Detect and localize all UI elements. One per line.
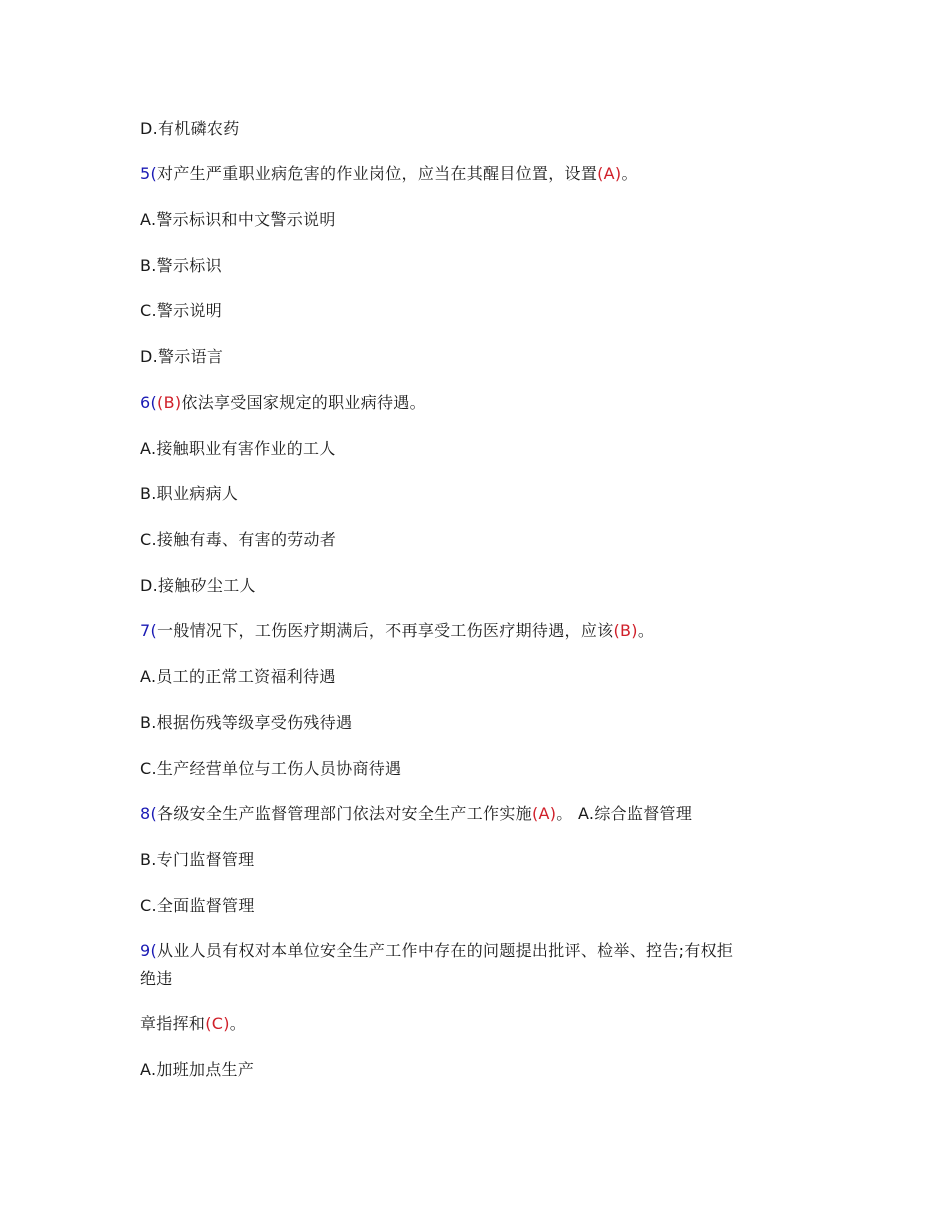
question-text: 对产生严重职业病危害的作业岗位，应当在其醒目位置，设置 xyxy=(157,164,598,183)
answer-mark: (C) xyxy=(205,1014,230,1033)
question-tail: 依法享受国家规定的职业病待遇。 xyxy=(181,393,426,412)
option-line: B.警示标识 xyxy=(140,256,222,275)
option-line: B.根据伤残等级享受伤残待遇 xyxy=(140,713,353,732)
question-tail: 。 xyxy=(637,621,655,640)
option-line: A.接触职业有害作业的工人 xyxy=(140,439,336,458)
answer-mark: (A) xyxy=(531,804,557,823)
question-number: 5( xyxy=(140,164,158,183)
question-7 xyxy=(140,617,820,645)
question-9-continued xyxy=(140,1010,820,1038)
question-number: 8( xyxy=(140,804,158,823)
option-line: B.专门监督管理 xyxy=(140,850,255,869)
question-tail: 。 A.综合监督管理 xyxy=(556,804,693,823)
question-text: 各级安全生产监督管理部门依法对安全生产工作实施 xyxy=(157,804,532,823)
answer-mark: (B) xyxy=(613,621,638,640)
option-line: B.职业病病人 xyxy=(140,484,239,503)
question-5 xyxy=(140,160,820,188)
question-6 xyxy=(140,389,820,417)
option-line: A.员工的正常工资福利待遇 xyxy=(140,667,336,686)
question-text: 一般情况下，工伤医疗期满后，不再享受工伤医疗期待遇，应该 xyxy=(157,621,614,640)
answer-mark: (A) xyxy=(597,164,622,183)
question-text: 从业人员有权对本单位安全生产工作中存在的问题提出批评、检举、控告;有权拒 xyxy=(157,941,734,960)
question-number: 7( xyxy=(140,621,158,640)
wrapped-line: 绝违 xyxy=(140,969,173,988)
question-9 xyxy=(140,937,820,965)
option-line: C.警示说明 xyxy=(140,301,223,320)
question-text: 章指挥和 xyxy=(140,1014,206,1033)
option-line: A.加班加点生产 xyxy=(140,1060,255,1079)
question-number: 9( xyxy=(140,941,158,960)
option-line: D.接触矽尘工人 xyxy=(140,576,256,595)
option-line: C.生产经营单位与工伤人员协商待遇 xyxy=(140,759,402,778)
question-tail: 。 xyxy=(621,164,638,183)
question-number: 6( xyxy=(140,393,158,412)
option-line: C.接触有毒、有害的劳动者 xyxy=(140,530,337,549)
option-line: D.警示语言 xyxy=(140,347,224,366)
option-line: C.全面监督管理 xyxy=(140,896,255,915)
question-tail: 。 xyxy=(229,1014,247,1033)
question-8 xyxy=(140,800,820,828)
option-line: D.有机磷农药 xyxy=(140,119,240,138)
option-line: A.警示标识和中文警示说明 xyxy=(140,210,336,229)
answer-mark: (B) xyxy=(157,393,182,412)
